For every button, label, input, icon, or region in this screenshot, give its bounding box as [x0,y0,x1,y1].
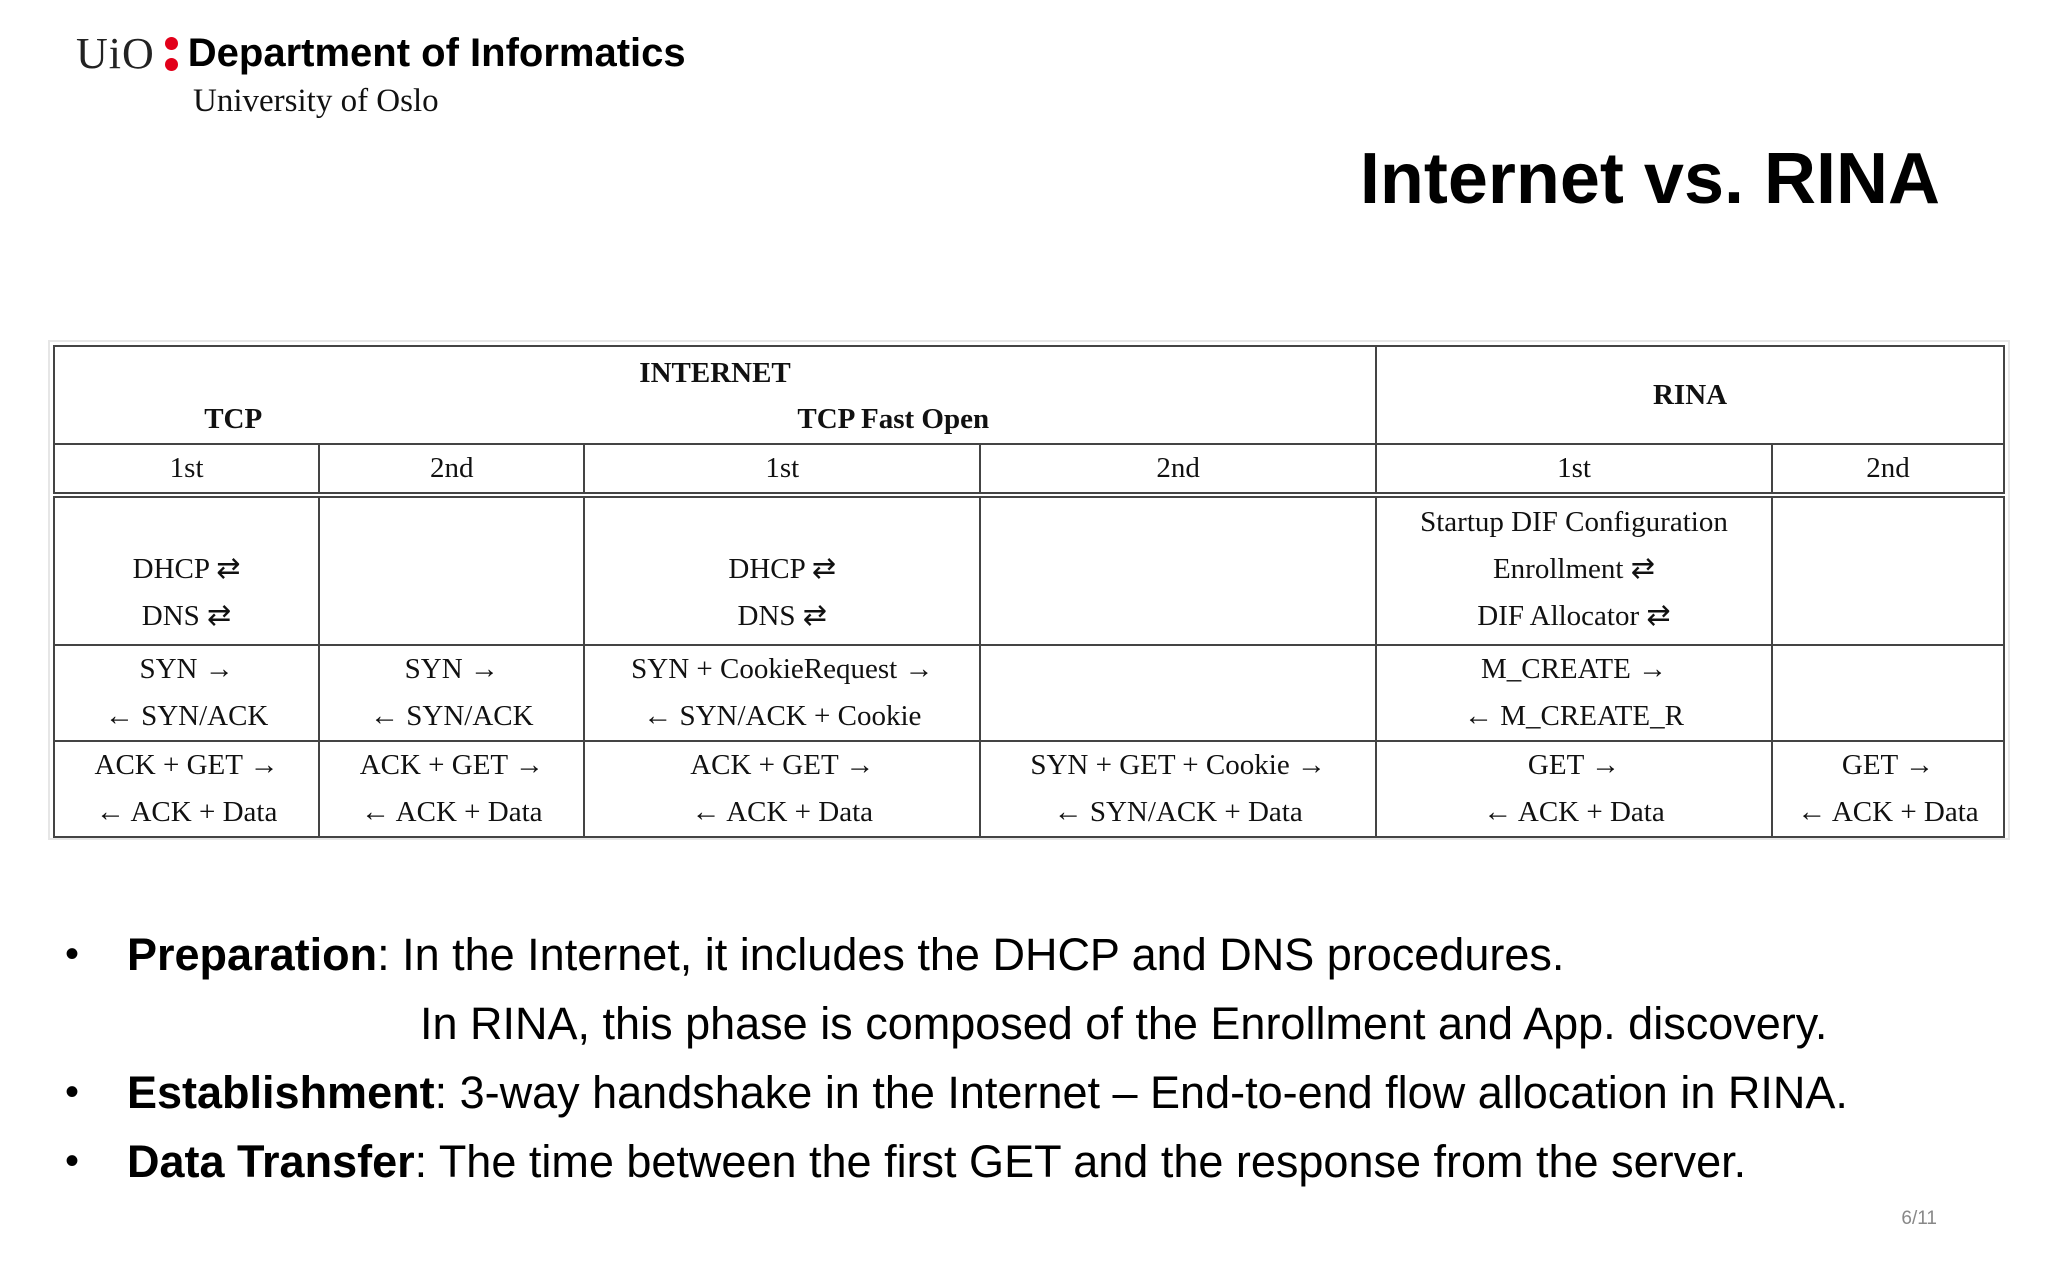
cell-line: SYN → [139,653,234,685]
subheader-tfo-1st: 1st [584,444,980,495]
logo-uio-text: UiO [76,29,155,78]
cell-line: ← SYN/ACK [104,700,269,732]
cell-line: SYN + CookieRequest → [631,653,934,685]
cell-line: DIF Allocator ⇄ [1477,600,1671,632]
bullet-term: Preparation [127,929,378,980]
cell-line: M_CREATE → [1480,653,1668,685]
subheader-tfo-2nd: 2nd [980,444,1376,495]
logo-row [76,28,686,79]
cell-line: SYN + GET + Cookie → [1030,749,1326,781]
subheader-tcp-1st: 1st [54,444,319,495]
subheader-rina-2nd: 2nd [1772,444,2004,495]
cell-line: ← SYN/ACK [370,700,534,732]
tcp-label: TCP [204,403,263,435]
xfer-tcp-1st [54,741,319,837]
uio-logo [76,28,686,120]
xfer-tfo-2nd [980,741,1376,837]
xfer-rina-1st [1376,741,1772,837]
cell-line: ← M_CREATE_R [1464,700,1684,732]
comparison-table [53,345,2005,838]
est-tfo-1st [584,645,980,741]
cell-line: ← ACK + Data [1483,796,1665,828]
internet-label: INTERNET [639,357,791,389]
slide-title: Internet vs. RINA [1359,139,1940,219]
prep-rina-2nd [1772,495,2004,645]
cell-line: ACK + GET → [359,749,544,781]
est-tcp-1st [54,645,319,741]
bullet-term: Data Transfer [127,1136,415,1187]
bullet-text: : In the Internet, it includes the DHCP and DNS procedures. [377,929,1565,980]
bullet-data-transfer [62,1127,1848,1196]
cell-line: ← ACK + Data [691,796,874,828]
prep-tcp-2nd [319,495,584,645]
bullet-list [62,920,1848,1196]
subheader-rina-1st: 1st [1376,444,1772,495]
transfer-row [54,741,2004,837]
cell-line: ← ACK + Data [95,796,278,828]
cell-line: SYN → [404,653,499,685]
bullet-preparation [62,920,1848,1058]
est-tfo-2nd [980,645,1376,741]
page-number: 6/11 [1901,1208,1937,1229]
cell-line: DHCP ⇄ [728,553,837,585]
preparation-row [54,495,2004,645]
est-rina-1st [1376,645,1772,741]
prep-tfo-1st [584,495,980,645]
cell-line: DNS ⇄ [141,600,232,632]
cell-line: Enrollment ⇄ [1492,553,1655,585]
cell-line: ← SYN/ACK + Cookie [643,700,922,732]
cell-line: ← ACK + Data [1797,796,1979,828]
bullet-text: : The time between the first GET and the response from the server. [414,1136,1747,1187]
department-name: Department of Informatics [187,31,686,75]
rina-group-header: RINA [1376,346,2004,444]
est-tcp-2nd [319,645,584,741]
cell-line: ← SYN/ACK + Data [1053,796,1303,828]
cell-line: GET → [1841,749,1934,781]
prep-rina-1st [1376,495,1772,645]
prep-tfo-2nd [980,495,1376,645]
xfer-tfo-1st [584,741,980,837]
comparison-table-frame [48,340,2010,840]
bullet-establishment [62,1058,1848,1127]
logo-colon-icon [165,33,178,75]
cell-line: DHCP ⇄ [132,553,241,585]
cell-line: ACK + GET → [94,749,279,781]
cell-line: DNS ⇄ [737,600,828,632]
xfer-tcp-2nd [319,741,584,837]
internet-group-header [54,346,1376,444]
bullet-continuation: In RINA, this phase is composed of the Enrollment and App. discovery. [420,998,1828,1049]
establishment-row [54,645,2004,741]
cell-line: Startup DIF Configuration [1420,506,1728,538]
subheader-tcp-2nd: 2nd [319,444,584,495]
est-rina-2nd [1772,645,2004,741]
prep-tcp-1st [54,495,319,645]
bullet-text: : 3-way handshake in the Internet – End-to-end flow allocation in RINA. [434,1067,1848,1118]
cell-line: GET → [1527,749,1621,781]
university-name: University of Oslo [193,83,439,119]
cell-line: ACK + GET → [690,749,875,781]
tfo-label: TCP Fast Open [797,403,990,435]
xfer-rina-2nd [1772,741,2004,837]
bullet-term: Establishment [127,1067,435,1118]
cell-line: ← ACK + Data [361,796,543,828]
